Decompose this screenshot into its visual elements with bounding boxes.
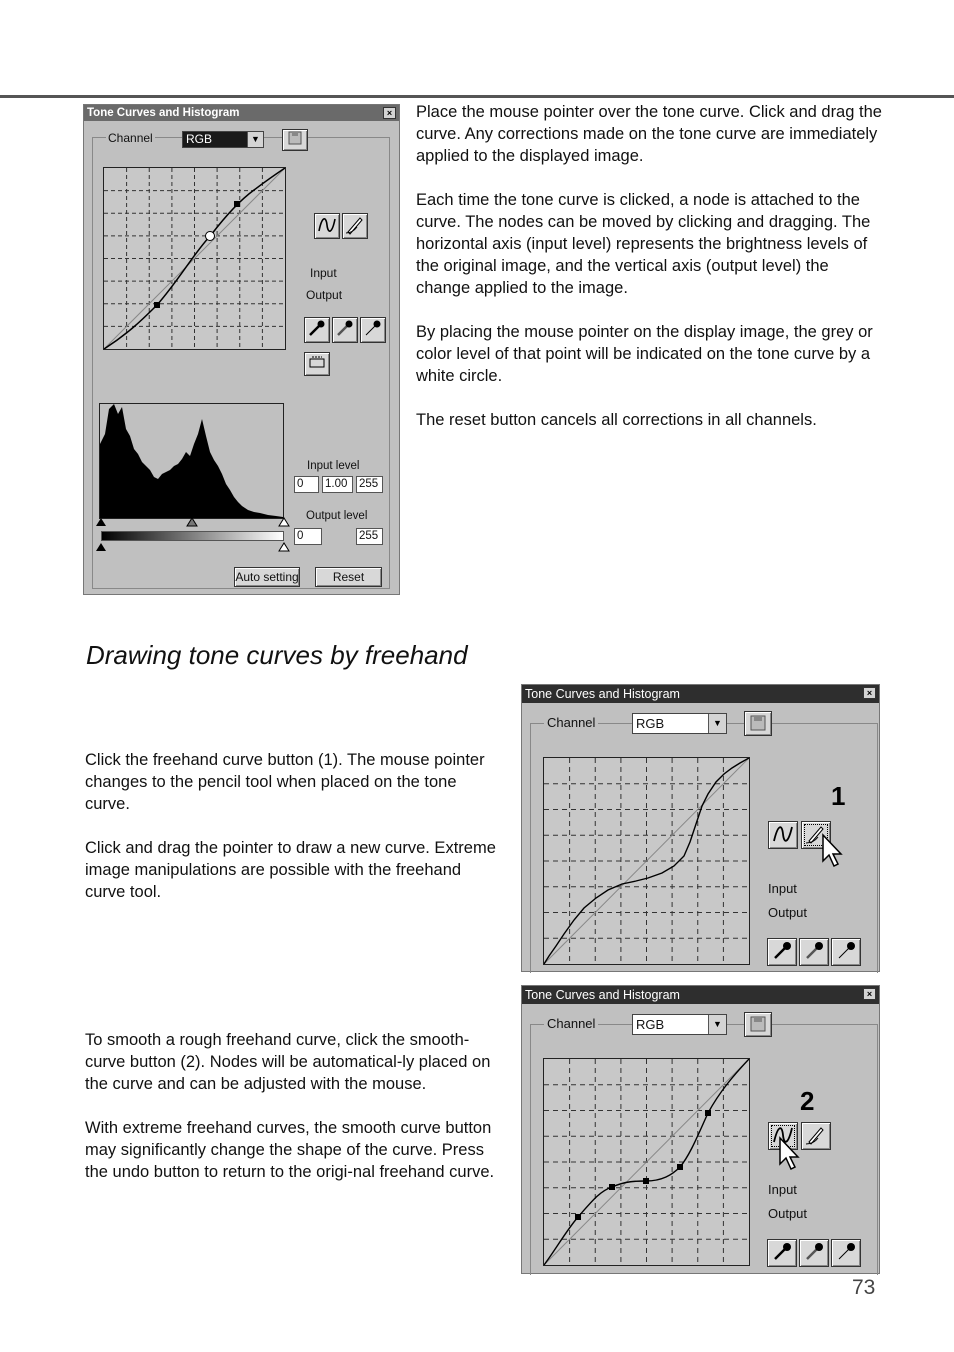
dialog-title-bar <box>84 105 399 121</box>
mouse-pointer-icon <box>777 1136 803 1174</box>
smooth-curve-button[interactable] <box>314 213 340 239</box>
curve-node <box>575 1214 581 1220</box>
smooth-curve-icon <box>771 822 795 846</box>
output-level-label: Output level <box>306 510 368 522</box>
channel-select-value: RGB <box>186 132 213 146</box>
input-label: Input <box>768 881 797 896</box>
paragraph: With extreme freehand curves, the smooth curve button may significantly change the shape of the curve. Press the undo button to return to the origi-nal freehand curve. <box>85 1119 495 1181</box>
page-number: 73 <box>852 1276 876 1299</box>
output-level-black-field[interactable]: 0 <box>294 528 322 545</box>
callout-number: 1 <box>831 781 846 811</box>
undo-button[interactable] <box>304 352 330 376</box>
paragraph: Click the freehand curve button (1). The mouse pointer changes to the pencil tool when placed on the tone curve. <box>85 751 485 813</box>
grey-eyedropper-icon <box>803 1240 825 1262</box>
white-eyedropper-icon <box>835 1240 857 1262</box>
black-eyedropper-icon <box>771 939 793 961</box>
grey-point-eyedropper-button[interactable] <box>799 938 829 966</box>
tone-curve-plot[interactable] <box>103 167 286 350</box>
undo-icon <box>307 353 327 371</box>
tone-curve-plot[interactable] <box>543 1058 750 1266</box>
tone-curves-dialog-freehand <box>521 684 880 972</box>
paragraph: Each time the tone curve is clicked, a node is attached to the curve. The nodes can be moved by clicking and dragging. The horizontal axis (input level) represents the brightness levels of the original image, and the vertical axis (output level) the change applied to the image. <box>416 191 871 297</box>
white-point-eyedropper-button[interactable] <box>831 1239 861 1267</box>
input-level-white-field[interactable]: 255 <box>356 476 383 493</box>
histogram-area <box>100 404 283 518</box>
auto-setting-button[interactable]: Auto setting <box>234 567 300 587</box>
output-level-white-field[interactable]: 255 <box>356 528 383 545</box>
white-point-slider <box>279 518 289 526</box>
dialog-title: Tone Curves and Histogram <box>525 687 680 701</box>
curve-node <box>154 302 160 308</box>
white-point-eyedropper-button[interactable] <box>360 317 386 343</box>
pencil-icon <box>344 214 366 236</box>
channel-select[interactable] <box>632 713 727 734</box>
curve-node <box>643 1178 649 1184</box>
gamma-slider <box>187 518 197 526</box>
white-circle-indicator <box>206 232 215 241</box>
paragraph: Place the mouse pointer over the tone curve. Click and drag the curve. Any corrections made on the tone curve are immediately applied to the displayed image. <box>416 103 882 165</box>
paragraph: The reset button cancels all corrections in all channels. <box>416 411 817 429</box>
black-point-eyedropper-button[interactable] <box>767 1239 797 1267</box>
curve-node <box>609 1184 615 1190</box>
tone-curves-dialog-smoothed <box>521 985 880 1274</box>
channel-select[interactable] <box>632 1014 727 1035</box>
chevron-down-icon[interactable]: ▼ <box>247 132 263 147</box>
reset-button[interactable]: Reset <box>315 567 382 587</box>
chevron-down-icon[interactable]: ▼ <box>708 714 726 733</box>
section-heading: Drawing tone curves by freehand <box>86 640 468 670</box>
smooth-curve-icon <box>316 214 338 236</box>
histogram-plot <box>99 403 284 519</box>
floppy-icon <box>749 714 767 732</box>
input-level-label: Input level <box>307 460 360 472</box>
black-point-eyedropper-button[interactable] <box>767 938 797 966</box>
output-white-slider <box>279 543 289 551</box>
channel-label: Channel <box>544 715 598 730</box>
grey-point-eyedropper-button[interactable] <box>332 317 358 343</box>
channel-select[interactable] <box>182 131 264 148</box>
header-rule <box>0 95 954 98</box>
white-eyedropper-icon <box>363 318 383 338</box>
save-curve-button[interactable] <box>744 1012 772 1037</box>
save-curve-button[interactable] <box>744 711 772 736</box>
dialog-title-bar <box>522 685 879 703</box>
middle-text-column <box>85 749 505 903</box>
tone-curve-graph <box>544 1059 749 1265</box>
close-icon[interactable]: × <box>863 687 876 699</box>
output-label: Output <box>768 905 808 920</box>
output-label: Output <box>768 1206 808 1221</box>
callout-number: 2 <box>800 1086 815 1116</box>
bottom-text-column <box>85 1029 505 1183</box>
tone-curve-plot[interactable] <box>543 757 750 965</box>
black-point-eyedropper-button[interactable] <box>304 317 330 343</box>
mouse-pointer-icon <box>820 833 846 871</box>
channel-label: Channel <box>544 1016 598 1031</box>
dialog-title: Tone Curves and Histogram <box>525 988 680 1002</box>
freehand-curve-button[interactable] <box>342 213 368 239</box>
top-text-column <box>416 101 886 431</box>
grey-eyedropper-icon <box>803 939 825 961</box>
smooth-curve-button[interactable] <box>768 821 798 849</box>
histogram-graph <box>100 404 283 518</box>
tone-curves-dialog-main <box>83 104 400 595</box>
linear-reference-line <box>104 168 285 349</box>
grey-eyedropper-icon <box>335 318 355 338</box>
black-eyedropper-icon <box>307 318 327 338</box>
black-eyedropper-icon <box>771 1240 793 1262</box>
input-label: Input <box>310 266 337 280</box>
channel-select-value: RGB <box>636 716 665 731</box>
input-level-black-field[interactable]: 0 <box>294 476 319 493</box>
output-label: Output <box>306 288 343 302</box>
paragraph: Click and drag the pointer to draw a new curve. Extreme image manipulations are possible with the freehand curve tool. <box>85 839 496 901</box>
curve-node <box>705 1110 711 1116</box>
floppy-icon <box>287 130 303 146</box>
grey-point-eyedropper-button[interactable] <box>799 1239 829 1267</box>
close-icon[interactable]: × <box>383 107 396 119</box>
output-black-slider <box>96 543 106 551</box>
paragraph: By placing the mouse pointer on the display image, the grey or color level of that point will be indicated on the tone curve by a white circle. <box>416 323 873 385</box>
input-level-sliders[interactable] <box>94 516 294 530</box>
black-point-slider <box>96 518 106 526</box>
white-point-eyedropper-button[interactable] <box>831 938 861 966</box>
chevron-down-icon[interactable]: ▼ <box>708 1015 726 1034</box>
paragraph: To smooth a rough freehand curve, click the smooth-curve button (2). Nodes will be automatical-ly placed on the curve and can be adjusted with the mouse. <box>85 1031 491 1093</box>
dialog-title: Tone Curves and Histogram <box>87 107 240 119</box>
curve-node <box>234 201 240 207</box>
channel-label: Channel <box>108 131 153 145</box>
tone-curve-graph <box>104 168 285 349</box>
output-level-sliders[interactable] <box>94 541 294 553</box>
close-icon[interactable]: × <box>863 988 876 1000</box>
channel-select-value: RGB <box>636 1017 665 1032</box>
dialog-title-bar <box>522 986 879 1004</box>
white-eyedropper-icon <box>835 939 857 961</box>
freehand-curve-button[interactable] <box>801 1122 831 1150</box>
output-gradient-bar <box>101 531 284 541</box>
input-label: Input <box>768 1182 797 1197</box>
tone-curve-graph <box>544 758 749 964</box>
input-level-gamma-field[interactable]: 1.00 <box>322 476 353 493</box>
floppy-icon <box>749 1015 767 1033</box>
save-curve-button[interactable] <box>282 129 308 151</box>
pencil-icon <box>804 1123 828 1147</box>
curve-node <box>677 1164 683 1170</box>
